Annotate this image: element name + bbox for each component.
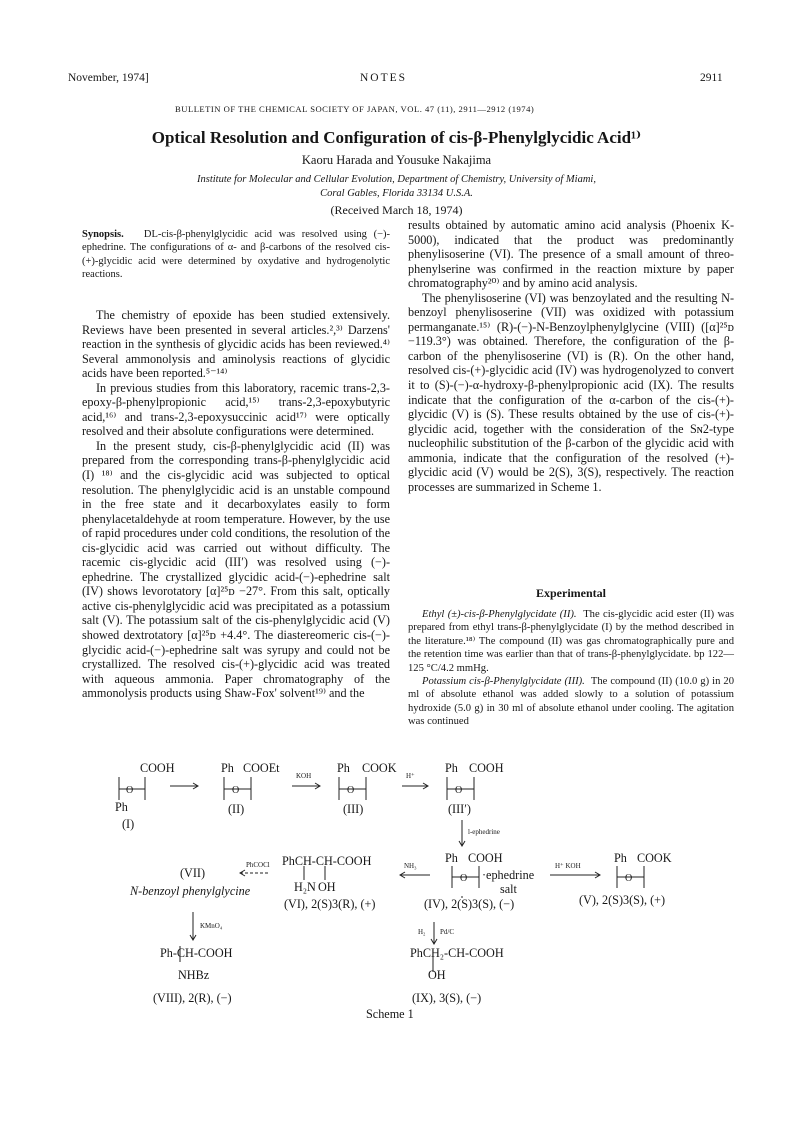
compound-iv-carboxyl: COOH	[468, 851, 503, 865]
scheme-caption: Scheme 1	[366, 1007, 414, 1021]
compound-iii-label: (III)	[343, 802, 364, 816]
compound-v-carboxylate: COOK	[637, 851, 672, 865]
compound-iv-label: (IV), 2(S)3(S), (−)	[424, 897, 515, 911]
c3-phenyl: Ph	[337, 761, 350, 775]
paper-title: Optical Resolution and Configuration of cis-β-Phenylglycidic Acid¹⁾	[151, 128, 642, 147]
experimental-subhead: Potassium cis-β-Phenylglycidate (III).	[422, 676, 585, 688]
c2-phenyl: Ph	[221, 761, 234, 775]
experimental-heading: Experimental	[536, 586, 606, 600]
epoxide-oxygen: O	[347, 785, 355, 796]
compound-ix-formula: PhCH₂-CH-COOH	[410, 946, 504, 960]
reagent-nh3: NH₃	[404, 862, 417, 870]
c4-carboxyl: COOH	[469, 761, 504, 775]
compound-i-label: (I)	[122, 817, 135, 831]
paragraph: The chemistry of epoxide has been studied extensively. Reviews have been presented in several articles.²,³⁾ Darzens' reaction in the synthesis of glycidic acids has been reviewed.⁴⁾ Several ammonolysis and aminolysis reactions of glycidic acids have been reported.⁵⁻¹⁴⁾	[82, 308, 390, 381]
c3-carboxylate: COOK	[362, 761, 397, 775]
reagent-pd-c: Pd/C	[440, 928, 455, 936]
reagent-h-koh: H⁺ KOH	[555, 862, 581, 870]
compound-vii-name: N-benzoyl phenylglycine	[130, 884, 251, 898]
compound-ix-label: (IX), 3(S), (−)	[412, 991, 482, 1005]
header-date: November, 1974]	[68, 72, 149, 84]
compound-v-phenyl: Ph	[614, 851, 627, 865]
paragraph: In the present study, cis-β-phenylglycidic acid (II) was prepared from the corresponding trans-β-phenylglycidic acid (I) ¹⁸⁾ and the cis-glycidic acid was subjected to optical resolution. The phenylglycidic acid is an unstable compound in the free state and it decarboxylates easily to form phenylacetaldehyde at room temperature. However, by the use of rapid procedures under cold conditions, the resolution of the cis-glycidic acid was carried out without difficulty. The racemic cis-glycidic acid (III′) was resolved using (−)-ephedrine. The crystallized glycidic acid-(−)-ephedrine salt (IV) shows levorotatory [α]²⁵ᴅ −27°. From this salt, optically active cis-phenylglycidic acid was precipitated as a potassium salt (V). The potassium salt of the cis-phenylglycidic acid (V) showed dextrotatory [α]²⁵ᴅ +4.4°. The diastereomeric cis-(−)-glycidic acid-(−)-ephedrine salt was syrupy and could not be crystallized. The resolved cis-(+)-glycidic acid was treated with aqueous ammonia. Paper chromatography of the ammonolysis products using Shaw-Fox' solvent¹⁹⁾ and the	[82, 438, 390, 701]
compound-vi-label: (VI), 2(S)3(R), (+)	[284, 897, 376, 911]
header-page-number: 2911	[700, 72, 723, 84]
compound-ii-label: (II)	[228, 802, 245, 816]
compound-iv-salt-2: salt	[500, 882, 517, 896]
epoxide-oxygen: O	[625, 873, 633, 884]
paragraph: The phenylisoserine (VI) was benzoylated and the resulting N-benzoyl phenylisoserine (VII) was oxidized with potassium permanganate.¹⁵⁾ (R)-(−)-N-Benzoylphenylglycine (VIII) ([α]²⁵ᴅ −119.3°) was obtained. Therefore, the configuration of the β-carbon of the phenylisoserine (VI) is (R). On the other hand, resolved cis-(+)-glycidic acid (IV) was hydrogenolyzed to convert it to (S)-(−)-α-hydroxy-β-phenylpropionic acid (IX). The results indicate that the configuration of the α-carbon of the cis-(+)-glycidic (V) is (S). These results obtained by the use of cis-(+)-glycidic acid, together with the consideration of the Sɴ2-type nucleophilic substitution of the β-carbon of the glycidic acid with ammonia, indicate that the configuration of the resolved (+)-glycidic acid (V) would be 2(S), 3(S), respectively. The reaction processes are summarized in Scheme 1.	[408, 290, 734, 494]
compound-vi-hydroxyl: OH	[318, 880, 336, 894]
reagent-phcocl: PhCOCl	[246, 861, 270, 869]
compound-iv-phenyl: Ph	[445, 851, 458, 865]
institution-line-1: Institute for Molecular and Cellular Evolution, Department of Chemistry, University of Miami,	[197, 174, 596, 185]
epoxide-oxygen: O	[232, 785, 240, 796]
paragraph: results obtained by automatic amino acid analysis (Phoenix K-5000), indicated that the product was predominantly phenylisoserine (VI). The presence of a small amount of threo-phenylserine was confirmed in the reaction mixture by paper chromatography²⁰⁾ and by amino acid analysis.	[408, 218, 734, 291]
compound-iii-prime-label: (III′)	[448, 802, 471, 816]
experimental-text: The cis-glycidic acid ester (II) was prepared from ethyl trans-β-phenylglycidate (I) by the method described in the literature.¹⁸⁾ The compound (II) was gas chromatographically pure and the retention time was earlier than that of trans-β-phenylglycidate. bp 122—125 °C/4.2 mmHg.	[408, 609, 734, 674]
compound-iv-salt: ·ephedrine	[482, 868, 535, 882]
compound-vi-formula: PhCH-CH-COOH	[282, 854, 372, 868]
reagent-h-plus: H⁺	[406, 772, 415, 780]
c4-phenyl: Ph	[445, 761, 458, 775]
epoxide-oxygen: O	[126, 785, 134, 796]
compound-viii-label: (VIII), 2(R), (−)	[153, 991, 232, 1005]
epoxide-oxygen: O	[460, 873, 468, 884]
paper-authors: Kaoru Harada and Yousuke Nakajima	[301, 153, 492, 167]
reagent-koh: KOH	[296, 772, 312, 780]
reagent-kmno4: KMnO₄	[200, 922, 223, 930]
received-date: (Received March 18, 1974)	[330, 203, 463, 217]
journal-reference: BULLETIN OF THE CHEMICAL SOCIETY OF JAPAN, VOL. 47 (11), 2911—2912 (1974)	[175, 104, 535, 114]
compound-vii-label: (VII)	[180, 866, 206, 880]
reagent-ephedrine: l-ephedrine	[468, 828, 500, 836]
reagent-h2: H₂	[418, 928, 426, 936]
c2-ester: COOEt	[243, 761, 280, 775]
compound-vi-amine: H₂N	[294, 880, 316, 894]
paragraph: In previous studies from this laboratory, racemic trans-2,3-epoxy-β-phenylpropionic acid,¹⁵⁾ trans-2,3-epoxybutyric acid,¹⁶⁾ and trans-2,3-epoxysuccinic acid¹⁷⁾ were optically resolved and their absolute configurations were determined.	[82, 380, 390, 439]
compound-ix-substituent: OH	[428, 968, 446, 982]
header-section: NOTES	[360, 72, 408, 84]
institution-line-2: Coral Gables, Florida 33134 U.S.A.	[320, 188, 473, 199]
c1-carboxyl: COOH	[140, 761, 175, 775]
compound-viii-formula: Ph-CH-COOH	[160, 946, 233, 960]
epoxide-oxygen: O	[455, 785, 463, 796]
synopsis-label: Synopsis.	[82, 229, 124, 240]
experimental-subhead: Ethyl (±)-cis-β-Phenylglycidate (II).	[422, 609, 577, 620]
synopsis-text: DL-cis-β-phenylglycidic acid was resolved using (−)-ephedrine. The configurations of α- and β-carbons of the resolved cis-(+)-glycidic acid were determined by oxydative and hydrogenolytic reactions.	[82, 229, 391, 280]
compound-v-label: (V), 2(S)3(S), (+)	[579, 893, 666, 907]
experimental-text: The compound (II) (10.0 g) in 20 ml of absolute ethanol was added slowly to a solution of potassium hydroxide (5.0 g) in 30 ml of absolute ethanol under cooling. The agitation was continued	[408, 676, 735, 728]
compound-viii-substituent: NHBz	[178, 968, 210, 982]
c1-phenyl: Ph	[115, 800, 128, 814]
